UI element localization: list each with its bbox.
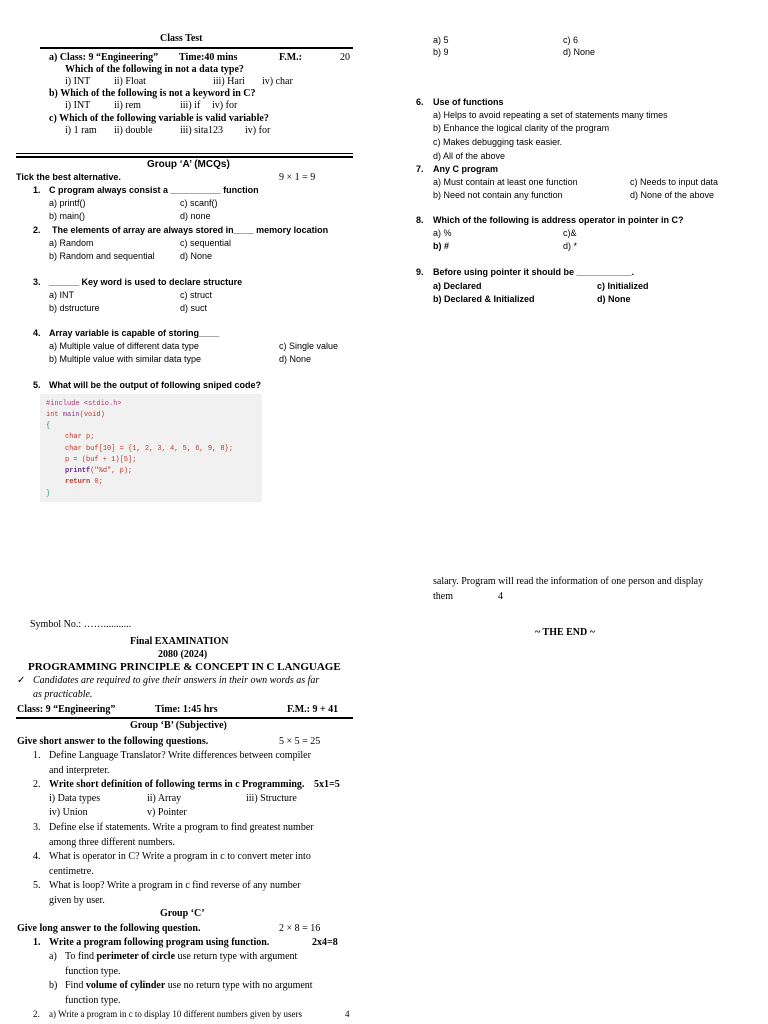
q-option: c) Needs to input data [630, 177, 719, 187]
group-b-title: Group ‘B’ (Subjective) [130, 720, 227, 731]
divider [16, 153, 353, 154]
q-option: b) # [433, 241, 450, 251]
q-text: ______ Key word is used to declare structure [49, 277, 243, 287]
q-number: 4. [33, 328, 41, 338]
group-a-instruction: Tick the best alternative. [16, 172, 121, 182]
q-option: i) Data types [49, 793, 101, 804]
continued-text: them [433, 591, 453, 602]
code-keyword: char [65, 433, 82, 441]
code-keyword: return [65, 478, 91, 486]
code-text: (void) [79, 411, 105, 419]
q-option: iv) Union [49, 807, 88, 818]
q-option: a) Random [49, 238, 94, 248]
code-line [65, 433, 94, 441]
ct-q2-opt: iv) for [212, 100, 238, 111]
code-line [65, 445, 233, 453]
q-option: a) Helps to avoid repeating a set of statements many times [433, 110, 668, 120]
q-number: 1. [33, 185, 41, 195]
q-option: function type. [65, 966, 121, 977]
q-number: 3. [33, 277, 41, 287]
q-option: d) none [180, 211, 211, 221]
q-option: a) Multiple value of different data type [49, 341, 199, 351]
q-text: What is operator in C? Write a program in c to convert meter into [49, 851, 311, 862]
q-option [65, 980, 313, 991]
q-option: d) None [180, 251, 213, 261]
q-text: C program always consist a __________ function [49, 185, 259, 195]
the-end: ~ THE END ~ [535, 627, 595, 638]
q-option: a) INT [49, 290, 75, 300]
code-text: buf[10] = {1, 2, 3, 4, 5, 6, 9, 8}; [81, 445, 234, 453]
code-function: printf [65, 467, 91, 475]
check-icon: ✓ [17, 675, 26, 686]
code-line [65, 467, 132, 475]
group-c-title: Group ‘C’ [160, 908, 205, 919]
q-text: Define Language Translator? Write differences between compiler [49, 750, 311, 761]
q-number: 2. [33, 1009, 40, 1019]
q-option: b) Enhance the logical clarity of the program [433, 123, 610, 133]
q-marks: 2x4=8 [312, 937, 338, 948]
q-option: c) Initialized [597, 281, 649, 291]
ct-q3-opt: iv) for [245, 125, 271, 136]
class-label: a) Class: 9 “Engineering” [49, 52, 159, 63]
q-option: b) Declared & Initialized [433, 294, 535, 304]
ct-q3-opt: ii) double [114, 125, 153, 136]
q-option: b) Need not contain any function [433, 190, 563, 200]
q-text: use no return type with no argument [165, 980, 313, 991]
q-number: 2. [33, 225, 41, 235]
ct-q1-opt: i) INT [65, 76, 91, 87]
ct-q1-stem: Which of the following in not a data type? [65, 64, 244, 75]
q-text: What will be the output of following sniped code? [49, 380, 261, 390]
divider [16, 156, 353, 158]
q-option: d) None [279, 354, 312, 364]
q-number: 1. [33, 937, 41, 948]
ct-q2-opt: ii) rem [114, 100, 141, 111]
ct-q2-opt: i) INT [65, 100, 91, 111]
ct-q1-opt: iii) Hari [213, 76, 245, 87]
q-text: What is loop? Write a program in c find reverse of any number [49, 880, 301, 891]
group-a-marks: 9 × 1 = 9 [279, 172, 316, 183]
q-option: c) scanf() [180, 198, 218, 208]
exam-note: Candidates are required to give their answers in their own words as far [33, 675, 320, 686]
q-number: 5. [33, 880, 41, 891]
code-function: main [62, 411, 80, 419]
q-option: b) Random and sequential [49, 251, 155, 261]
q-text: given by user. [49, 895, 105, 906]
q-text: centimetre. [49, 866, 94, 877]
code-line [46, 411, 105, 419]
q-number: 8. [416, 215, 424, 225]
code-keyword: int [46, 411, 59, 419]
q-number: 2. [33, 779, 41, 790]
time-label: Time:40 mins [179, 52, 238, 63]
q-option: d) All of the above [433, 151, 506, 161]
ct-q2-opt: iii) if [180, 100, 201, 111]
marks: 4 [498, 591, 503, 602]
q-option: b) 9 [433, 47, 449, 57]
code-line: { [46, 422, 51, 430]
q-option: ii) Array [147, 793, 182, 804]
q-marks: 4 [345, 1009, 350, 1019]
group-b-marks: 5 × 5 = 25 [279, 736, 321, 747]
exam-time: Time: 1:45 hrs [155, 704, 218, 715]
ct-q3-stem: c) Which of the following variable is valid variable? [49, 113, 269, 124]
group-c-instruction: Give long answer to the following question. [17, 923, 201, 934]
q-option: c) sequential [180, 238, 232, 248]
q-text: use return type with argument [175, 951, 298, 962]
exam-fm: F.M.: 9 + 41 [287, 704, 339, 715]
ct-q1-opt: ii) Float [114, 76, 146, 87]
q-option: a) Declared [433, 281, 482, 291]
exam-class: Class: 9 “Engineering” [17, 704, 116, 715]
q-number: 9. [416, 267, 424, 277]
exam-year: 2080 (2024) [158, 649, 208, 660]
q-option: b) Multiple value with similar data type [49, 354, 202, 364]
code-line: p = (buf + 1)[5]; [65, 456, 137, 464]
q-text: Use of functions [433, 97, 504, 107]
q-number: 6. [416, 97, 424, 107]
continued-text: salary. Program will read the information of one person and display [433, 576, 704, 587]
q-option: b) main() [49, 211, 86, 221]
ct-q3-opt: i) 1 ram [65, 125, 97, 136]
q-text-bold: perimeter of circle [96, 951, 176, 962]
q-option: c) Makes debugging task easier. [433, 137, 563, 147]
divider [40, 47, 353, 49]
fm-label: F.M.: [279, 52, 302, 63]
fm-value: 20 [340, 52, 350, 63]
q-number: 7. [416, 164, 424, 174]
q-text: Define else if statements. Write a program to find greatest number [49, 822, 314, 833]
q-option: c) struct [180, 290, 213, 300]
q-option: iii) Structure [246, 793, 297, 804]
q-text: Write a program following program using function. [49, 937, 270, 948]
group-b-instruction: Give short answer to the following questions. [17, 736, 209, 747]
q-text: Write short definition of following terms in c Programming. [49, 779, 305, 790]
ct-q3-opt: iii) sita123 [180, 125, 224, 136]
code-text: p; [81, 433, 95, 441]
q-option: d) suct [180, 303, 208, 313]
q-option: a) Must contain at least one function [433, 177, 578, 187]
code-snippet [40, 394, 262, 502]
divider [16, 717, 353, 719]
code-text: ("%d", p); [90, 467, 133, 475]
q-text-bold: volume of cylinder [85, 980, 166, 991]
q-option: v) Pointer [147, 807, 187, 818]
q-text: Find [65, 980, 86, 991]
group-a-title: Group ‘A’ (MCQs) [147, 159, 230, 170]
q-number: 4. [33, 851, 41, 862]
q-text: To find [65, 951, 97, 962]
q-option: a) 5 [433, 35, 449, 45]
code-line: #include <stdio.h> [46, 400, 122, 408]
exam-note: as practicable. [33, 689, 93, 700]
q-text: Array variable is capable of storing____ [49, 328, 220, 338]
q-option [65, 951, 297, 962]
ct-q2-stem: b) Which of the following is not a keyword in C? [49, 88, 256, 99]
q-option-letter: b) [49, 980, 58, 991]
code-line: } [46, 490, 51, 498]
code-line [65, 478, 103, 486]
q-text: The elements of array are always stored in____ memory location [52, 225, 329, 235]
q-number: 5. [33, 380, 41, 390]
q-option: d) None [597, 294, 631, 304]
symbol-number: Symbol No.: ……........... [30, 619, 132, 630]
exam-subject: PROGRAMMING PRINCIPLE & CONCEPT IN C LANGUAGE [28, 661, 341, 673]
code-text: 0; [90, 478, 103, 486]
ct-q1-opt: iv) char [262, 76, 293, 87]
q-option: c) Single value [279, 341, 339, 351]
q-text: among three different numbers. [49, 837, 175, 848]
q-option: a) % [433, 228, 452, 238]
exam-title: Final EXAMINATION [130, 636, 229, 647]
q-number: 1. [33, 750, 41, 761]
class-test-title: Class Test [160, 33, 203, 44]
q-text: Before using pointer it should be ___________. [433, 267, 635, 277]
q-option: a) printf() [49, 198, 86, 208]
code-keyword: char [65, 445, 82, 453]
q-text: and interpreter. [49, 765, 110, 776]
group-c-marks: 2 × 8 = 16 [279, 923, 321, 934]
q-option: d) None of the above [630, 190, 715, 200]
q-option: function type. [65, 995, 121, 1006]
q-option-letter: a) [49, 951, 57, 962]
q-text: a) Write a program in c to display 10 different numbers given by users [49, 1009, 302, 1019]
q-text: Which of the following is address operator in pointer in C? [433, 215, 684, 225]
q-text: Any C program [433, 164, 499, 174]
q-option: b) dstructure [49, 303, 100, 313]
q-option: d) None [563, 47, 596, 57]
q-option: d) * [563, 241, 578, 251]
q-option: c)& [563, 228, 577, 238]
q-option: c) 6 [563, 35, 579, 45]
q-number: 3. [33, 822, 41, 833]
q-marks: 5x1=5 [314, 779, 340, 790]
